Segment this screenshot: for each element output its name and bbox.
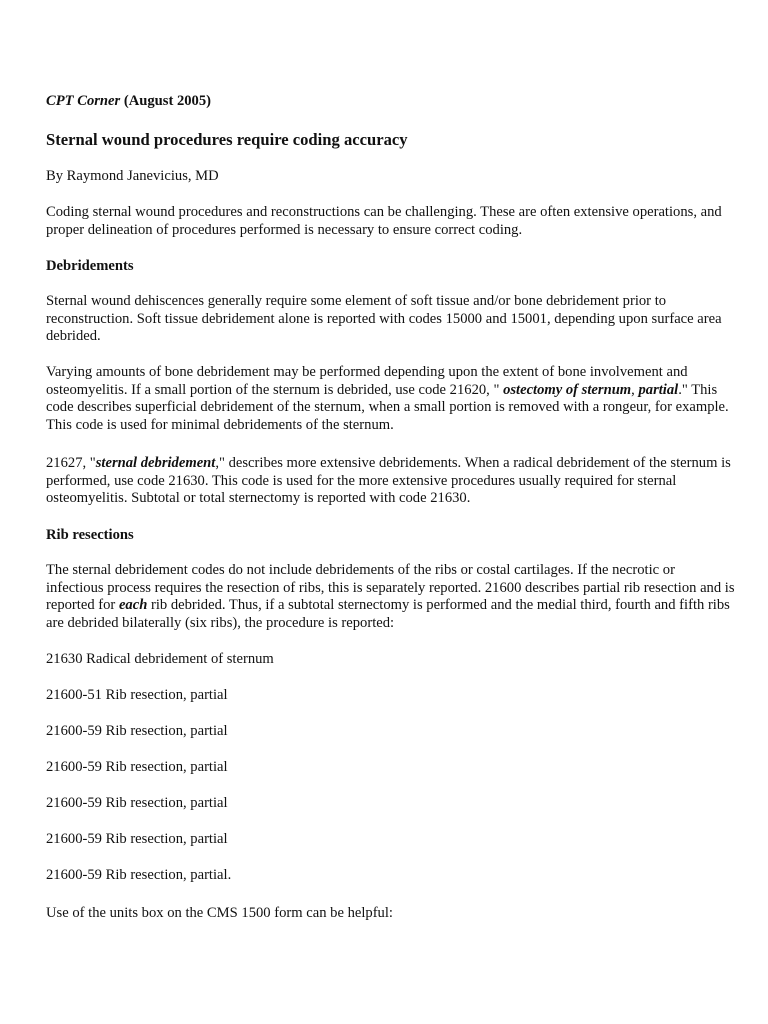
text-segment: rib debrided. Thus, if a subtotal sternectomy is performed and the medial third, fourth and fifth ribs are debrided bilaterally (six ribs), the procedure is reported: [46,597,730,632]
code-line: 21600-51 Rib resection, partial [46,687,228,703]
text-segment: , [631,381,639,398]
section-heading-debridements: Debridements [46,258,134,274]
column-date: (August 2005) [120,93,212,109]
units-note: Use of the units box on the CMS 1500 form can be helpful: [46,905,393,921]
intro-paragraph: Coding sternal wound procedures and reconstructions can be challenging. These are often extensive operations, and proper delineation of procedures performed is necessary to ensure correct coding. [46,204,722,238]
emphasis-partial: partial [638,381,679,398]
text-segment: 21627, " [46,455,96,471]
column-kicker [46,93,736,111]
column-name: CPT Corner [46,93,121,109]
emphasis-each: each [118,597,148,614]
code-line: 21600-59 Rib resection, partial. [46,867,232,883]
code-list [46,651,736,903]
section-heading-rib-resections: Rib resections [46,527,134,543]
rib-resections-paragraph [46,562,736,633]
code-line: 21600-59 Rib resection, partial [46,723,228,739]
debridements-paragraph-3 [46,455,736,508]
text-segment: ," describes more extensive debridements. When a radical debridement of the sternum is performed, use code 21630. This code is used for the more extensive procedures usually required for sternal osteomyelitis. Subtotal or total sternectomy is reported with code 21630. [46,455,731,507]
byline: By Raymond Janevicius, MD [46,168,219,184]
code-line: 21630 Radical debridement of sternum [46,651,274,667]
emphasis-ostectomy: ostectomy of sternum [503,381,632,398]
debridements-paragraph-2 [46,364,736,435]
code-line: 21600-59 Rib resection, partial [46,795,228,811]
emphasis-sternal-debridement: sternal debridement [95,455,216,471]
text-segment: The sternal debridement codes do not include debridements of the ribs or costal cartilages. If the necrotic or infectious process requires the resection of ribs, this is separately reported. 21600 describes partial rib resection and is reported for [46,562,735,614]
code-line: 21600-59 Rib resection, partial [46,831,228,847]
article-title: Sternal wound procedures require coding accuracy [46,130,408,149]
code-line: 21600-59 Rib resection, partial [46,759,228,775]
text-segment: Varying amounts of bone debridement may be performed depending upon the extent of bone involvement and osteomyelitis. If a small portion of the sternum is debrided, use code 21620, " [46,364,688,398]
text-segment: ." This code describes superficial debridement of the sternum, when a small portion is removed with a rongeur, for example. This code is used for minimal debridements of the sternum. [46,381,729,434]
debridements-paragraph-1: Sternal wound dehiscences generally require some element of soft tissue and/or bone debridement prior to reconstruction. Soft tissue debridement alone is reported with codes 15000 and 15001, depending upon surface area debrided. [46,293,722,345]
